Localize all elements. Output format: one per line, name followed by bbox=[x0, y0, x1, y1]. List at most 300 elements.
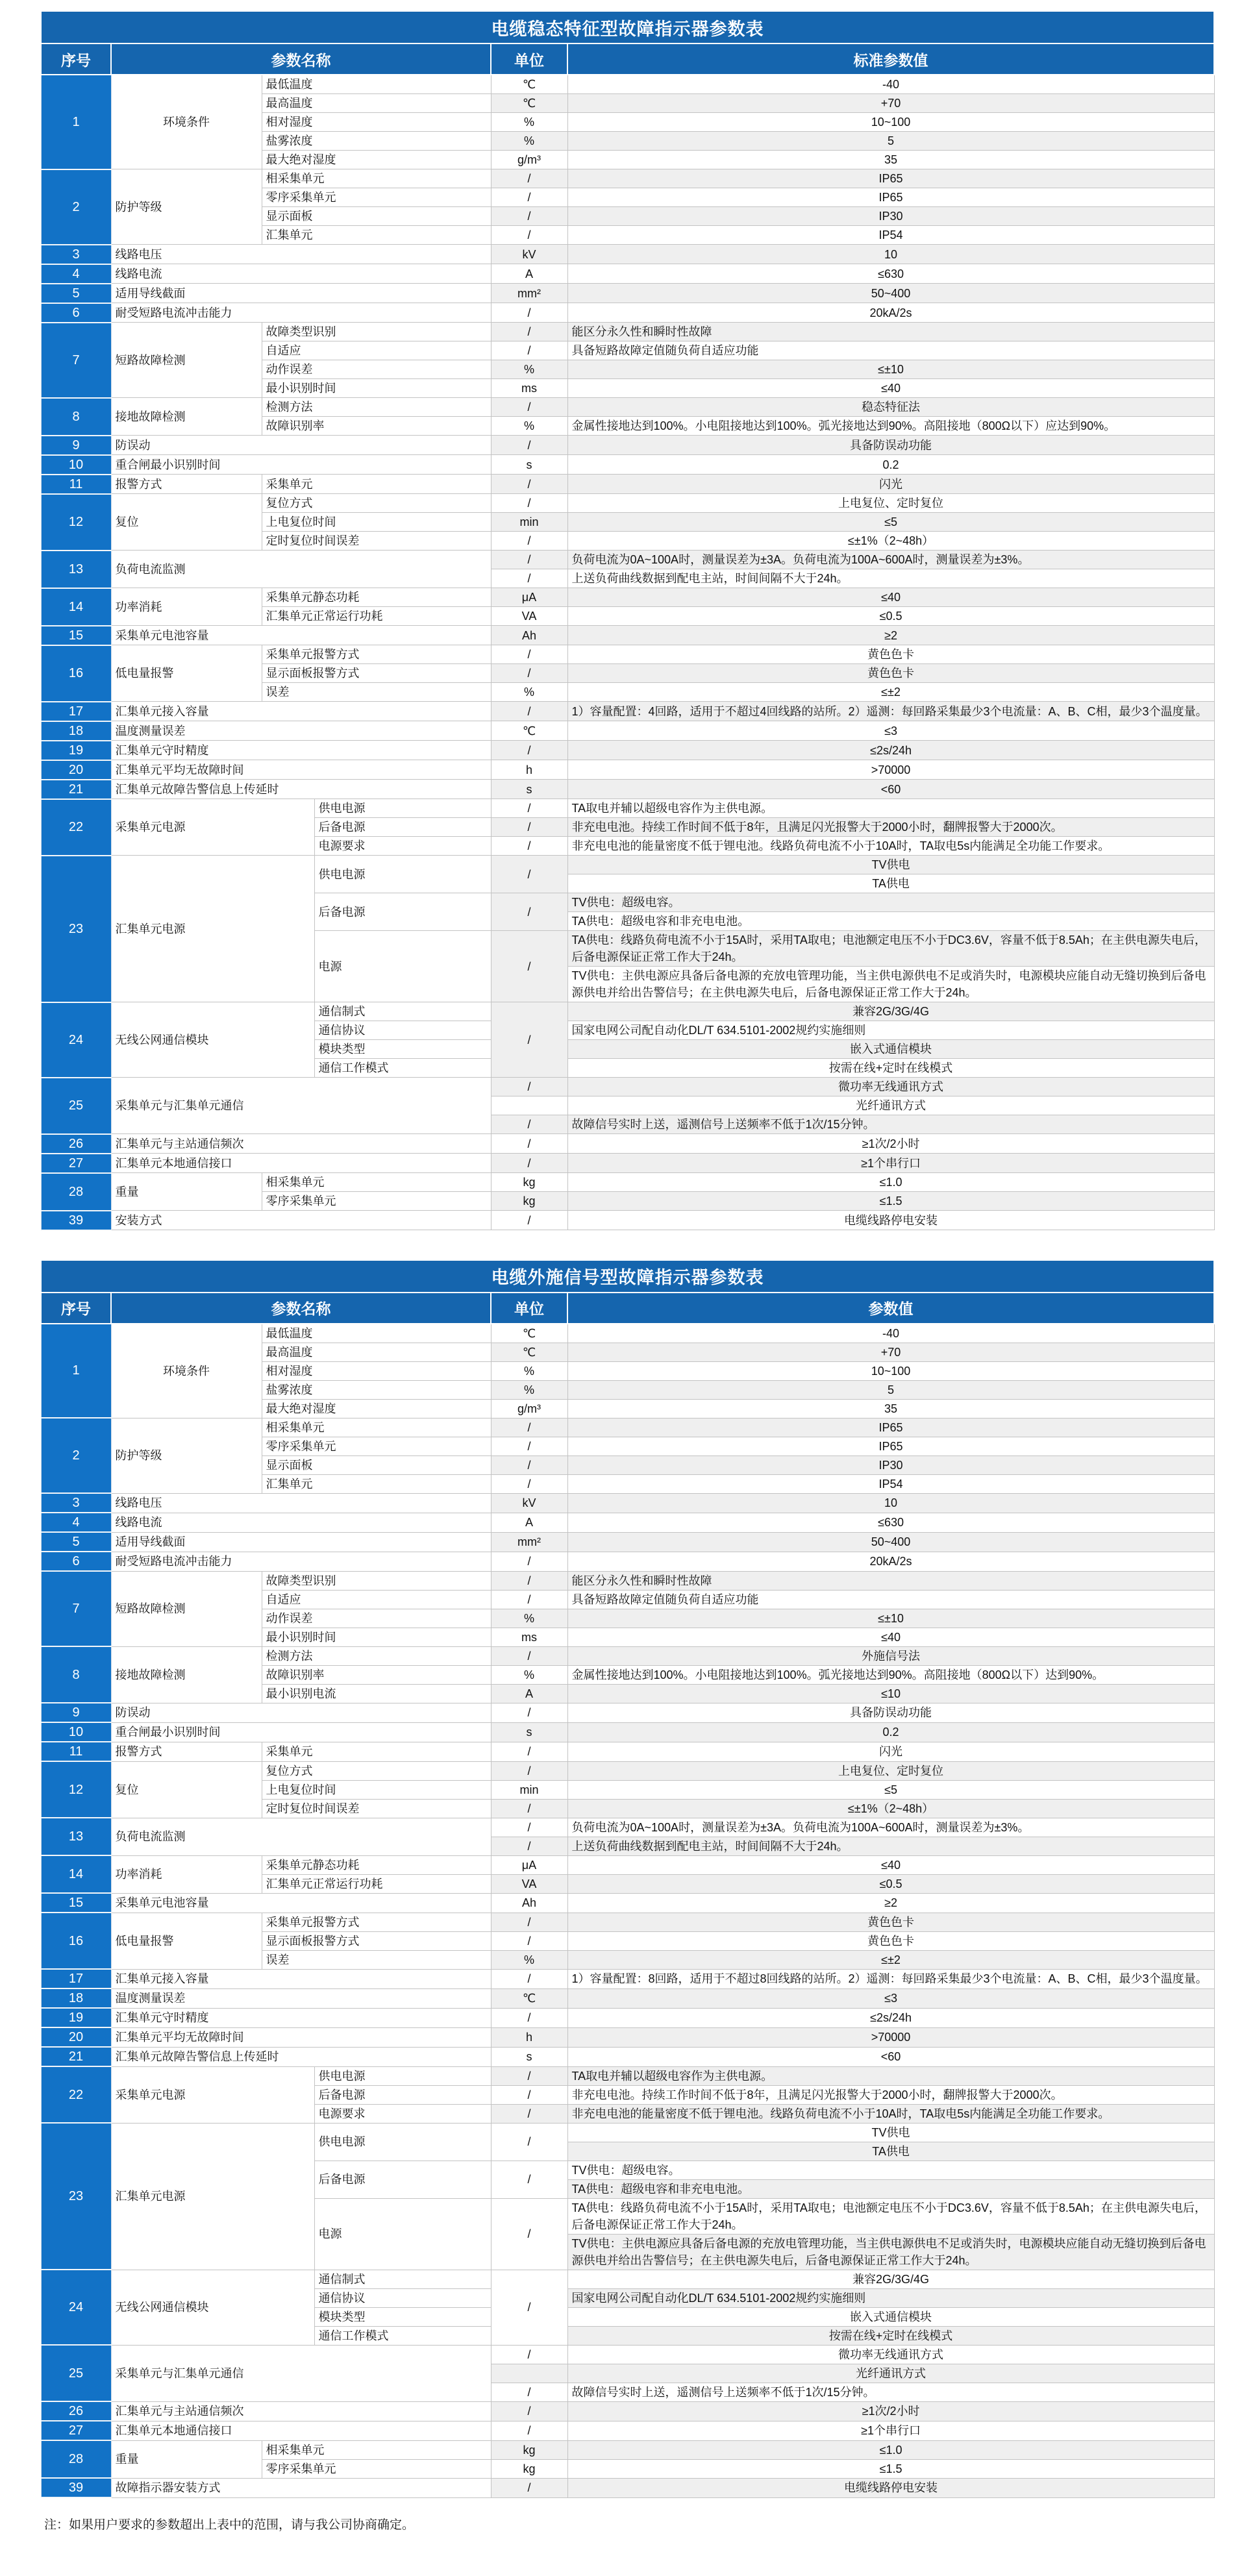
unit-cell: s bbox=[491, 1722, 567, 1742]
value-cell: 按需在线+定时在线模式 bbox=[567, 2326, 1214, 2345]
value-cell: 非充电电池。持续工作时间不低于8年，且满足闪光报警大于2000小时，翻牌报警大于2000次。 bbox=[567, 2085, 1214, 2104]
table-row bbox=[41, 245, 1214, 264]
value-cell: 光纤通讯方式 bbox=[567, 2364, 1214, 2383]
sub-name-cell: 相采集单元 bbox=[262, 169, 491, 188]
group-label-cell: 复位 bbox=[111, 1761, 262, 1818]
group-label-cell: 采集单元电池容量 bbox=[111, 626, 491, 645]
group-label-cell: 汇集单元接入容量 bbox=[111, 702, 491, 721]
unit-cell: / bbox=[491, 1913, 567, 1931]
row-index-cell: 27 bbox=[41, 2421, 111, 2440]
group-label-cell: 负荷电流监测 bbox=[111, 551, 491, 588]
value-cell: TA取电并辅以超级电容作为主供电源。 bbox=[567, 2066, 1214, 2085]
unit-cell: A bbox=[491, 264, 567, 284]
group-label-cell: 接地故障检测 bbox=[111, 398, 262, 436]
group-label-cell: 防护等级 bbox=[111, 169, 262, 245]
group-label-cell: 线路电压 bbox=[111, 1493, 491, 1513]
table-row bbox=[41, 169, 1214, 188]
value-cell: 非充电电池。持续工作时间不低于8年，且满足闪光报警大于2000小时，翻牌报警大于2000次。 bbox=[567, 818, 1214, 837]
table-row bbox=[41, 1893, 1214, 1913]
value-cell: ≤±2 bbox=[567, 683, 1214, 702]
table-row bbox=[41, 1324, 1214, 1343]
unit-cell: VA bbox=[491, 607, 567, 626]
group-label-cell: 采集单元与汇集单元通信 bbox=[111, 1078, 491, 1134]
sub-name-cell: 供电电源 bbox=[314, 799, 491, 818]
unit-cell: ms bbox=[491, 1628, 567, 1646]
sub-name-cell: 上电复位时间 bbox=[262, 1780, 491, 1799]
table-row bbox=[41, 1988, 1214, 2008]
value-cell: ≤3 bbox=[567, 721, 1214, 741]
group-label-cell: 汇集单元电源 bbox=[111, 856, 314, 1002]
unit-cell: ℃ bbox=[491, 1324, 567, 1343]
row-index-cell: 14 bbox=[41, 588, 111, 626]
unit-cell: / bbox=[491, 1703, 567, 1722]
table-row bbox=[41, 323, 1214, 341]
group-label-cell: 无线公网通信模块 bbox=[111, 1002, 314, 1078]
unit-cell: kg bbox=[491, 2440, 567, 2459]
sub-name-cell: 故障识别率 bbox=[262, 417, 491, 436]
row-index-cell: 21 bbox=[41, 2047, 111, 2066]
sub-name-cell: 复位方式 bbox=[262, 494, 491, 513]
value-cell: 闪光 bbox=[567, 1742, 1214, 1761]
sub-name-cell: 定时复位时间误差 bbox=[262, 1799, 491, 1818]
row-index-cell: 9 bbox=[41, 436, 111, 455]
sub-name-cell: 通信制式 bbox=[314, 2270, 491, 2288]
row-index-cell: 13 bbox=[41, 551, 111, 588]
value-cell: 20kA/2s bbox=[567, 1552, 1214, 1571]
unit-cell: kg bbox=[491, 1192, 567, 1211]
row-index-cell: 17 bbox=[41, 702, 111, 721]
table-row bbox=[41, 284, 1214, 303]
table-row bbox=[41, 303, 1214, 323]
row-index-cell: 18 bbox=[41, 721, 111, 741]
sub-name-cell: 采集单元报警方式 bbox=[262, 645, 491, 664]
table-row bbox=[41, 2123, 1214, 2142]
col-header-name: 参数名称 bbox=[111, 43, 491, 75]
table-row bbox=[41, 2401, 1214, 2421]
row-index-cell: 3 bbox=[41, 245, 111, 264]
table-row bbox=[41, 760, 1214, 780]
unit-cell: / bbox=[491, 645, 567, 664]
group-label-cell: 汇集单元与主站通信频次 bbox=[111, 2401, 491, 2421]
unit-cell: kg bbox=[491, 2459, 567, 2478]
sub-name-cell: 误差 bbox=[262, 683, 491, 702]
table-row bbox=[41, 1703, 1214, 1722]
unit-cell: / bbox=[491, 169, 567, 188]
group-label-cell: 汇集单元故障告警信息上传延时 bbox=[111, 780, 491, 799]
row-index-cell: 17 bbox=[41, 1969, 111, 1988]
sub-name-cell: 采集单元报警方式 bbox=[262, 1913, 491, 1931]
table-row bbox=[41, 1571, 1214, 1590]
value-cell: +70 bbox=[567, 94, 1214, 113]
sub-name-cell: 汇集单元正常运行功耗 bbox=[262, 1874, 491, 1893]
sub-name-cell: 供电电源 bbox=[314, 856, 491, 893]
table-row bbox=[41, 741, 1214, 760]
sub-name-cell: 显示面板 bbox=[262, 1455, 491, 1474]
sub-name-cell: 后备电源 bbox=[314, 2161, 491, 2198]
col-header-value: 标准参数值 bbox=[567, 43, 1214, 75]
table-row bbox=[41, 551, 1214, 569]
value-cell: 具备短路故障定值随负荷自适应功能 bbox=[567, 341, 1214, 360]
row-index-cell: 12 bbox=[41, 1761, 111, 1818]
group-label-cell: 适用导线截面 bbox=[111, 1532, 491, 1552]
value-cell: 负荷电流为0A~100A时，测量误差为±3A。负荷电流为100A~600A时，测量误差为±3%。 bbox=[567, 1818, 1214, 1837]
unit-cell: / bbox=[491, 1590, 567, 1609]
value-cell: 稳态特征法 bbox=[567, 398, 1214, 417]
value-cell: 国家电网公司配自动化DL/T 634.5101-2002规约实施细则 bbox=[567, 2288, 1214, 2307]
row-index-cell: 7 bbox=[41, 1571, 111, 1646]
table-row bbox=[41, 1855, 1214, 1874]
table-row bbox=[41, 1078, 1214, 1096]
value-cell: ≤40 bbox=[567, 379, 1214, 398]
group-label-cell: 重合闸最小识别时间 bbox=[111, 1722, 491, 1742]
unit-cell bbox=[491, 1096, 567, 1115]
table-row bbox=[41, 1211, 1214, 1230]
unit-cell: A bbox=[491, 1513, 567, 1532]
sub-name-cell: 最小识别电流 bbox=[262, 1684, 491, 1703]
group-label-cell: 故障指示器安装方式 bbox=[111, 2478, 491, 2497]
value-cell: TV供电 bbox=[567, 2123, 1214, 2142]
table-row bbox=[41, 2270, 1214, 2288]
sub-name-cell: 最低温度 bbox=[262, 75, 491, 94]
sub-name-cell: 零序采集单元 bbox=[262, 2459, 491, 2478]
unit-cell: kg bbox=[491, 1173, 567, 1192]
row-index-cell: 24 bbox=[41, 2270, 111, 2345]
value-cell: ≤±1%（2~48h） bbox=[567, 532, 1214, 551]
row-index-cell: 19 bbox=[41, 2008, 111, 2027]
col-header-no: 序号 bbox=[41, 1293, 111, 1324]
footnote: 注：如果用户要求的参数超出上表中的范围，请与我公司协商确定。 bbox=[44, 2518, 415, 2532]
sub-name-cell: 最低温度 bbox=[262, 1324, 491, 1343]
unit-cell: Ah bbox=[491, 1893, 567, 1913]
value-cell: <60 bbox=[567, 2047, 1214, 2066]
value-cell: ≤630 bbox=[567, 1513, 1214, 1532]
value-cell: >70000 bbox=[567, 2027, 1214, 2047]
sub-name-cell: 相对湿度 bbox=[262, 1361, 491, 1380]
table-title-row bbox=[41, 11, 1214, 43]
value-cell: 外施信号法 bbox=[567, 1646, 1214, 1665]
group-label-cell: 汇集单元守时精度 bbox=[111, 741, 491, 760]
table-row bbox=[41, 2478, 1214, 2497]
unit-cell: / bbox=[491, 2198, 567, 2270]
col-header-unit: 单位 bbox=[491, 1293, 567, 1324]
group-label-cell: 耐受短路电流冲击能力 bbox=[111, 303, 491, 323]
value-cell: 非充电电池的能量密度不低于锂电池。线路负荷电流不小于10A时，TA取电5s内能满足全功能工作要求。 bbox=[567, 2104, 1214, 2123]
value-cell: TA供电 bbox=[567, 874, 1214, 893]
value-cell: ≤630 bbox=[567, 264, 1214, 284]
sub-name-cell: 显示面板 bbox=[262, 207, 491, 226]
value-cell: TA供电：超级电容和非充电电池。 bbox=[567, 912, 1214, 931]
table-title: 电缆稳态特征型故障指示器参数表 bbox=[41, 11, 1214, 43]
unit-cell: / bbox=[491, 1455, 567, 1474]
col-header-unit: 单位 bbox=[491, 43, 567, 75]
value-cell: 1）容量配置：4回路，适用于不超过4回线路的站所。2）遥测：每回路采集最少3个电流量：A、B、C相，最少3个温度量。 bbox=[567, 702, 1214, 721]
unit-cell: / bbox=[491, 398, 567, 417]
value-cell: TV供电：超级电容。 bbox=[567, 893, 1214, 912]
group-label-cell: 复位 bbox=[111, 494, 262, 551]
table-row bbox=[41, 1969, 1214, 1988]
row-index-cell: 15 bbox=[41, 1893, 111, 1913]
group-label-cell: 温度测量误差 bbox=[111, 1988, 491, 2008]
value-cell: 10 bbox=[567, 1493, 1214, 1513]
unit-cell: % bbox=[491, 683, 567, 702]
unit-cell: μA bbox=[491, 1855, 567, 1874]
sub-name-cell: 零序采集单元 bbox=[262, 188, 491, 207]
group-label-cell: 环境条件 bbox=[111, 75, 262, 169]
unit-cell: / bbox=[491, 2104, 567, 2123]
group-label-cell: 线路电流 bbox=[111, 1513, 491, 1532]
value-cell: 上电复位、定时复位 bbox=[567, 494, 1214, 513]
value-cell: 具备防误动功能 bbox=[567, 1703, 1214, 1722]
sub-name-cell: 定时复位时间误差 bbox=[262, 532, 491, 551]
value-cell: IP54 bbox=[567, 226, 1214, 245]
row-index-cell: 5 bbox=[41, 1532, 111, 1552]
unit-cell: / bbox=[491, 207, 567, 226]
sub-name-cell: 模块类型 bbox=[314, 2307, 491, 2326]
unit-cell: h bbox=[491, 2027, 567, 2047]
value-cell: 金属性接地达到100%。小电阻接地达到100%。弧光接地达到90%。高阻接地（800Ω以下）应达到90%。 bbox=[567, 417, 1214, 436]
group-label-cell: 耐受短路电流冲击能力 bbox=[111, 1552, 491, 1571]
row-index-cell: 15 bbox=[41, 626, 111, 645]
table-body bbox=[41, 75, 1214, 1230]
unit-cell: mm² bbox=[491, 284, 567, 303]
value-cell: 黄色色卡 bbox=[567, 645, 1214, 664]
value-cell: 0.2 bbox=[567, 455, 1214, 475]
sub-name-cell: 电源 bbox=[314, 2198, 491, 2270]
unit-cell: / bbox=[491, 1115, 567, 1134]
value-cell: 10~100 bbox=[567, 113, 1214, 132]
row-index-cell: 20 bbox=[41, 760, 111, 780]
unit-cell: / bbox=[491, 1571, 567, 1590]
sub-name-cell: 通信协议 bbox=[314, 2288, 491, 2307]
table-row bbox=[41, 1418, 1214, 1437]
unit-cell: / bbox=[491, 1552, 567, 1571]
table-row bbox=[41, 1532, 1214, 1552]
table-header-row bbox=[41, 43, 1214, 75]
value-cell: 50~400 bbox=[567, 1532, 1214, 1552]
row-index-cell: 11 bbox=[41, 1742, 111, 1761]
row-index-cell: 6 bbox=[41, 1552, 111, 1571]
row-index-cell: 22 bbox=[41, 799, 111, 856]
value-cell: -40 bbox=[567, 75, 1214, 94]
unit-cell: / bbox=[491, 1818, 567, 1837]
row-index-cell: 23 bbox=[41, 856, 111, 1002]
value-cell: IP65 bbox=[567, 169, 1214, 188]
unit-cell: A bbox=[491, 1684, 567, 1703]
table-row bbox=[41, 1818, 1214, 1837]
sub-name-cell: 零序采集单元 bbox=[262, 1437, 491, 1455]
value-cell: ≤40 bbox=[567, 1628, 1214, 1646]
group-label-cell: 汇集单元电源 bbox=[111, 2123, 314, 2270]
unit-cell: VA bbox=[491, 1874, 567, 1893]
unit-cell: / bbox=[491, 1931, 567, 1950]
sub-name-cell: 后备电源 bbox=[314, 818, 491, 837]
external-signal-indicator-table bbox=[40, 1259, 1215, 2499]
row-index-cell: 2 bbox=[41, 1418, 111, 1493]
value-cell: 20kA/2s bbox=[567, 303, 1214, 323]
value-cell: ≤2s/24h bbox=[567, 2008, 1214, 2027]
sub-name-cell: 汇集单元正常运行功耗 bbox=[262, 607, 491, 626]
unit-cell: min bbox=[491, 1780, 567, 1799]
sub-name-cell: 采集单元 bbox=[262, 475, 491, 494]
value-cell: 嵌入式通信模块 bbox=[567, 2307, 1214, 2326]
row-index-cell: 3 bbox=[41, 1493, 111, 1513]
sub-name-cell: 采集单元静态功耗 bbox=[262, 588, 491, 607]
value-cell: ≥1个串行口 bbox=[567, 1154, 1214, 1173]
unit-cell: / bbox=[491, 931, 567, 1002]
group-label-cell: 短路故障检测 bbox=[111, 1571, 262, 1646]
sub-name-cell: 显示面板报警方式 bbox=[262, 1931, 491, 1950]
unit-cell: / bbox=[491, 664, 567, 683]
group-label-cell: 低电量报警 bbox=[111, 645, 262, 702]
table-row bbox=[41, 2027, 1214, 2047]
row-index-cell: 9 bbox=[41, 1703, 111, 1722]
row-index-cell: 26 bbox=[41, 1134, 111, 1154]
table-row bbox=[41, 75, 1214, 94]
row-index-cell: 1 bbox=[41, 75, 111, 169]
row-index-cell: 13 bbox=[41, 1818, 111, 1855]
row-index-cell: 22 bbox=[41, 2066, 111, 2123]
sub-name-cell: 模块类型 bbox=[314, 1040, 491, 1059]
value-cell: TA供电：线路负荷电流不小于15A时，采用TA取电；电池额定电压不小于DC3.6V，容量不低于8.5Ah；在主供电源失电后，后备电源保证正常工作大于24h。 bbox=[567, 931, 1214, 967]
row-index-cell: 27 bbox=[41, 1154, 111, 1173]
sub-name-cell: 动作误差 bbox=[262, 360, 491, 379]
table-body bbox=[41, 1324, 1214, 2498]
sub-name-cell: 上电复位时间 bbox=[262, 513, 491, 532]
table-row bbox=[41, 1134, 1214, 1154]
value-cell: 35 bbox=[567, 1399, 1214, 1418]
value-cell: 1）容量配置：8回路，适用于不超过8回线路的站所。2）遥测：每回路采集最少3个电流量：A、B、C相，最少3个温度量。 bbox=[567, 1969, 1214, 1988]
row-index-cell: 19 bbox=[41, 741, 111, 760]
table-row bbox=[41, 856, 1214, 874]
unit-cell: / bbox=[491, 569, 567, 588]
value-cell: ≤2s/24h bbox=[567, 741, 1214, 760]
value-cell: 50~400 bbox=[567, 284, 1214, 303]
group-label-cell: 安装方式 bbox=[111, 1211, 491, 1230]
unit-cell: / bbox=[491, 2478, 567, 2497]
sub-name-cell: 最大绝对湿度 bbox=[262, 151, 491, 169]
table-row bbox=[41, 1154, 1214, 1173]
unit-cell: g/m³ bbox=[491, 151, 567, 169]
sub-name-cell: 相采集单元 bbox=[262, 1418, 491, 1437]
sub-name-cell: 供电电源 bbox=[314, 2123, 491, 2161]
unit-cell: ℃ bbox=[491, 1343, 567, 1361]
sub-name-cell: 通信制式 bbox=[314, 1002, 491, 1021]
unit-cell: s bbox=[491, 2047, 567, 2066]
table-row bbox=[41, 1742, 1214, 1761]
row-index-cell: 39 bbox=[41, 1211, 111, 1230]
value-cell: ≤0.5 bbox=[567, 1874, 1214, 1893]
value-cell: 黄色色卡 bbox=[567, 1931, 1214, 1950]
value-cell: 兼容2G/3G/4G bbox=[567, 1002, 1214, 1021]
group-label-cell: 无线公网通信模块 bbox=[111, 2270, 314, 2345]
unit-cell: ℃ bbox=[491, 75, 567, 94]
row-index-cell: 16 bbox=[41, 1913, 111, 1969]
row-index-cell: 8 bbox=[41, 398, 111, 436]
row-index-cell: 26 bbox=[41, 2401, 111, 2421]
table-row bbox=[41, 1002, 1214, 1021]
group-label-cell: 采集单元与汇集单元通信 bbox=[111, 2345, 491, 2401]
sub-name-cell: 通信工作模式 bbox=[314, 1059, 491, 1078]
value-cell: ≥1个串行口 bbox=[567, 2421, 1214, 2440]
row-index-cell: 23 bbox=[41, 2123, 111, 2270]
sub-name-cell: 最大绝对湿度 bbox=[262, 1399, 491, 1418]
group-label-cell: 温度测量误差 bbox=[111, 721, 491, 741]
group-label-cell: 负荷电流监测 bbox=[111, 1818, 491, 1855]
row-index-cell: 28 bbox=[41, 2440, 111, 2478]
sub-name-cell: 汇集单元 bbox=[262, 1474, 491, 1493]
unit-cell: / bbox=[491, 2085, 567, 2104]
unit-cell: % bbox=[491, 1665, 567, 1684]
group-label-cell: 重合闸最小识别时间 bbox=[111, 455, 491, 475]
value-cell: TA供电：超级电容和非充电电池。 bbox=[567, 2179, 1214, 2198]
value-cell: 黄色色卡 bbox=[567, 664, 1214, 683]
unit-cell: / bbox=[491, 2066, 567, 2085]
sub-name-cell: 自适应 bbox=[262, 341, 491, 360]
sub-name-cell: 自适应 bbox=[262, 1590, 491, 1609]
sub-name-cell: 检测方法 bbox=[262, 1646, 491, 1665]
row-index-cell: 4 bbox=[41, 264, 111, 284]
table-row bbox=[41, 1173, 1214, 1192]
group-label-cell: 重量 bbox=[111, 1173, 262, 1211]
unit-cell: / bbox=[491, 475, 567, 494]
unit-cell: kV bbox=[491, 1493, 567, 1513]
table-row bbox=[41, 2066, 1214, 2085]
value-cell: ≤5 bbox=[567, 1780, 1214, 1799]
group-label-cell: 汇集单元平均无故障时间 bbox=[111, 2027, 491, 2047]
table-row bbox=[41, 1493, 1214, 1513]
group-label-cell: 报警方式 bbox=[111, 1742, 262, 1761]
unit-cell: / bbox=[491, 702, 567, 721]
value-cell: 光纤通讯方式 bbox=[567, 1096, 1214, 1115]
group-label-cell: 重量 bbox=[111, 2440, 262, 2478]
value-cell: 金属性接地达到100%。小电阻接地达到100%。弧光接地达到90%。高阻接地（800Ω以下）达到90%。 bbox=[567, 1665, 1214, 1684]
value-cell: 电缆线路停电安装 bbox=[567, 2478, 1214, 2497]
row-index-cell: 25 bbox=[41, 2345, 111, 2401]
value-cell: ≥2 bbox=[567, 1893, 1214, 1913]
row-index-cell: 10 bbox=[41, 1722, 111, 1742]
row-index-cell: 14 bbox=[41, 1855, 111, 1893]
group-label-cell: 接地故障检测 bbox=[111, 1646, 262, 1703]
unit-cell: / bbox=[491, 1969, 567, 1988]
unit-cell: / bbox=[491, 303, 567, 323]
unit-cell: / bbox=[491, 1799, 567, 1818]
sub-name-cell: 检测方法 bbox=[262, 398, 491, 417]
group-label-cell: 汇集单元与主站通信频次 bbox=[111, 1134, 491, 1154]
unit-cell: ℃ bbox=[491, 1988, 567, 2008]
group-label-cell: 低电量报警 bbox=[111, 1913, 262, 1969]
row-index-cell: 28 bbox=[41, 1173, 111, 1211]
sub-name-cell: 最小识别时间 bbox=[262, 1628, 491, 1646]
value-cell: TA供电 bbox=[567, 2142, 1214, 2161]
group-label-cell: 汇集单元本地通信接口 bbox=[111, 1154, 491, 1173]
value-cell: 5 bbox=[567, 1380, 1214, 1399]
unit-cell: / bbox=[491, 341, 567, 360]
table-row bbox=[41, 2008, 1214, 2027]
value-cell: 按需在线+定时在线模式 bbox=[567, 1059, 1214, 1078]
unit-cell: % bbox=[491, 113, 567, 132]
unit-cell: / bbox=[491, 226, 567, 245]
value-cell: 35 bbox=[567, 151, 1214, 169]
unit-cell: % bbox=[491, 1609, 567, 1628]
col-header-no: 序号 bbox=[41, 43, 111, 75]
table-header-row bbox=[41, 1293, 1214, 1324]
value-cell: ≤0.5 bbox=[567, 607, 1214, 626]
sub-name-cell: 动作误差 bbox=[262, 1609, 491, 1628]
sub-name-cell: 通信工作模式 bbox=[314, 2326, 491, 2345]
row-index-cell: 12 bbox=[41, 494, 111, 551]
unit-cell: / bbox=[491, 837, 567, 856]
value-cell: TA供电：线路负荷电流不小于15A时，采用TA取电；电池额定电压不小于DC3.6V，容量不低于8.5Ah；在主供电源失电后，后备电源保证正常工作大于24h。 bbox=[567, 2198, 1214, 2234]
